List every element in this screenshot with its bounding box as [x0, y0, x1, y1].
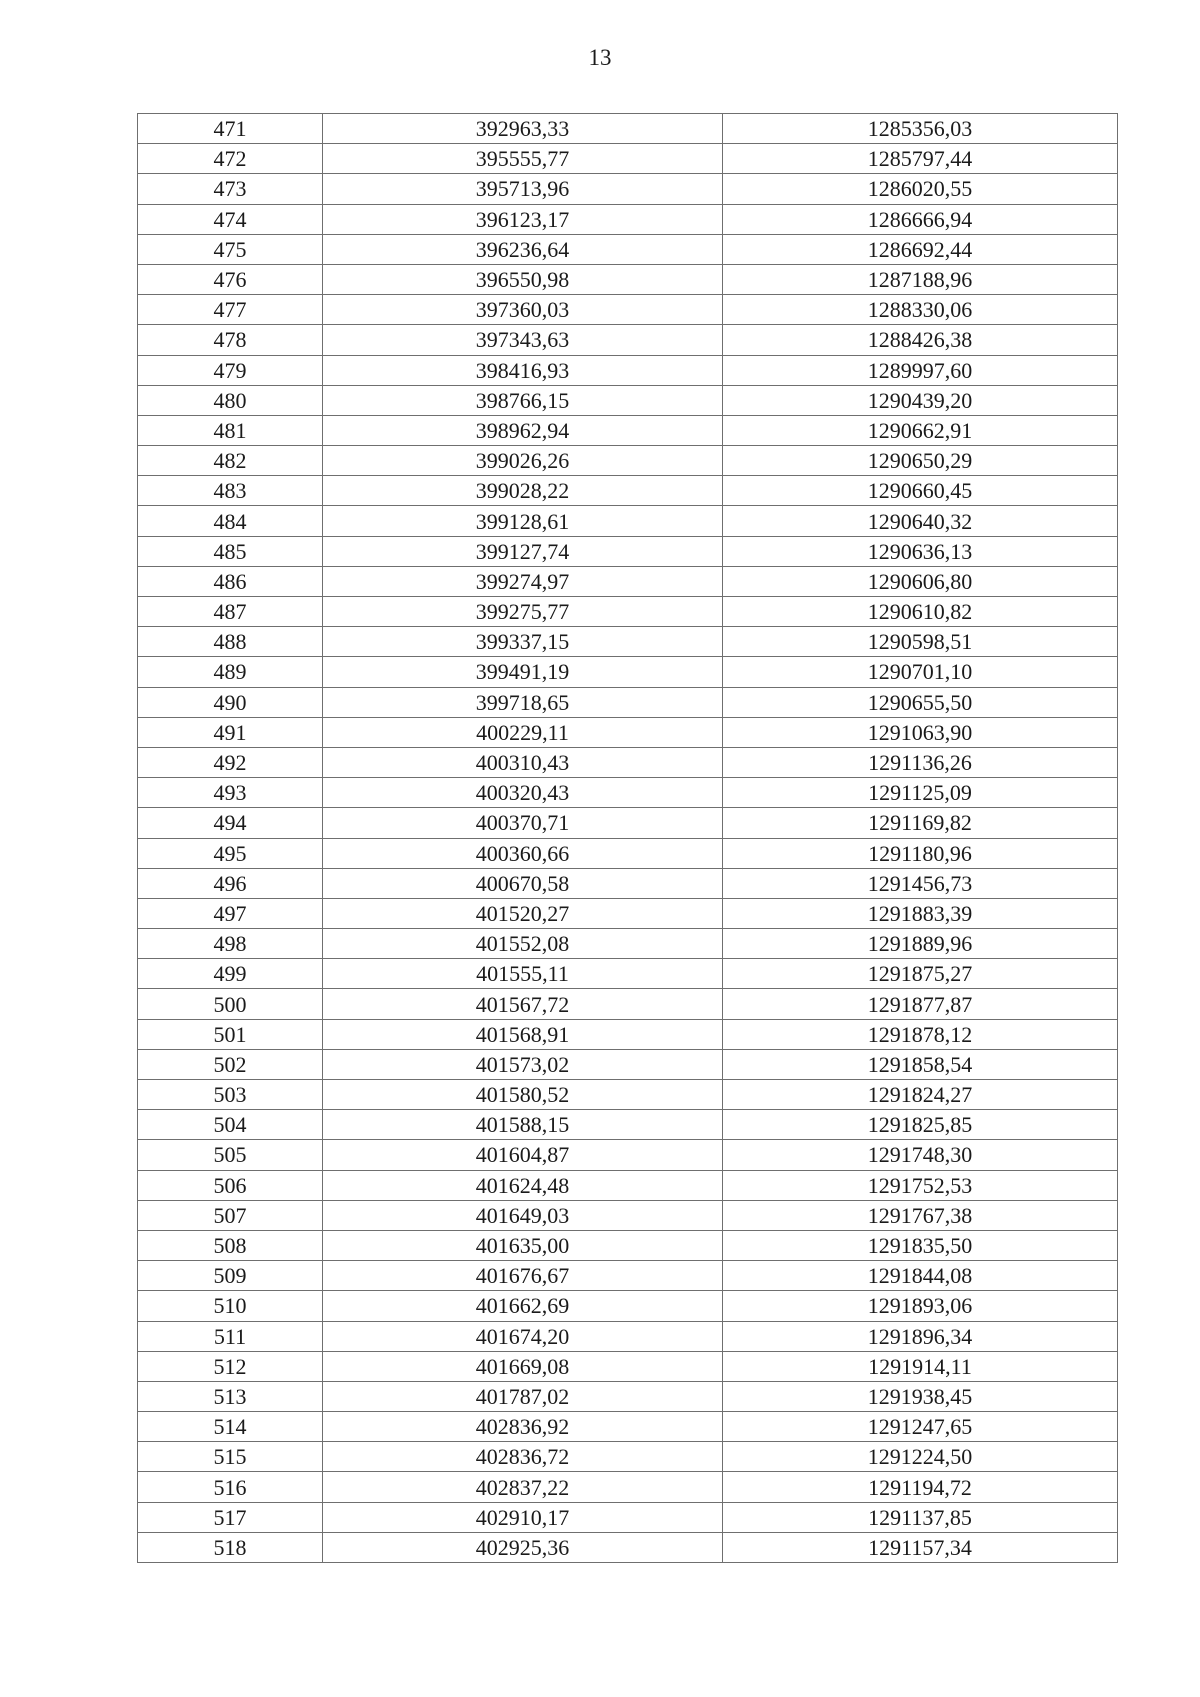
y-coordinate-cell: 1290662,91: [723, 415, 1118, 445]
point-number-cell: 482: [138, 446, 323, 476]
y-coordinate-cell: 1291125,09: [723, 778, 1118, 808]
table-row: [138, 234, 1118, 264]
table-body: [138, 114, 1118, 1563]
y-coordinate-cell: 1291875,27: [723, 959, 1118, 989]
table-row: [138, 808, 1118, 838]
y-coordinate-cell: 1290610,82: [723, 597, 1118, 627]
table-row: [138, 1261, 1118, 1291]
table-row: [138, 566, 1118, 596]
point-number-cell: 495: [138, 838, 323, 868]
y-coordinate-cell: 1288330,06: [723, 295, 1118, 325]
table-row: [138, 929, 1118, 959]
table-row: [138, 989, 1118, 1019]
table-row: [138, 959, 1118, 989]
x-coordinate-cell: 401604,87: [323, 1140, 723, 1170]
y-coordinate-cell: 1290701,10: [723, 657, 1118, 687]
point-number-cell: 501: [138, 1019, 323, 1049]
table-row: [138, 687, 1118, 717]
table-row: [138, 838, 1118, 868]
point-number-cell: 499: [138, 959, 323, 989]
y-coordinate-cell: 1291194,72: [723, 1472, 1118, 1502]
y-coordinate-cell: 1290606,80: [723, 566, 1118, 596]
point-number-cell: 492: [138, 747, 323, 777]
x-coordinate-cell: 396236,64: [323, 234, 723, 264]
x-coordinate-cell: 401568,91: [323, 1019, 723, 1049]
point-number-cell: 511: [138, 1321, 323, 1351]
point-number-cell: 498: [138, 929, 323, 959]
table-row: [138, 1200, 1118, 1230]
point-number-cell: 471: [138, 114, 323, 144]
y-coordinate-cell: 1286020,55: [723, 174, 1118, 204]
point-number-cell: 518: [138, 1532, 323, 1562]
x-coordinate-cell: 402836,92: [323, 1412, 723, 1442]
table-row: [138, 506, 1118, 536]
x-coordinate-cell: 399491,19: [323, 657, 723, 687]
x-coordinate-cell: 397360,03: [323, 295, 723, 325]
y-coordinate-cell: 1291858,54: [723, 1049, 1118, 1079]
table-row: [138, 1321, 1118, 1351]
table-row: [138, 1170, 1118, 1200]
y-coordinate-cell: 1290655,50: [723, 687, 1118, 717]
y-coordinate-cell: 1291180,96: [723, 838, 1118, 868]
point-number-cell: 507: [138, 1200, 323, 1230]
point-number-cell: 480: [138, 385, 323, 415]
y-coordinate-cell: 1291752,53: [723, 1170, 1118, 1200]
x-coordinate-cell: 395713,96: [323, 174, 723, 204]
x-coordinate-cell: 400310,43: [323, 747, 723, 777]
point-number-cell: 476: [138, 264, 323, 294]
x-coordinate-cell: 399718,65: [323, 687, 723, 717]
y-coordinate-cell: 1291767,38: [723, 1200, 1118, 1230]
x-coordinate-cell: 399128,61: [323, 506, 723, 536]
y-coordinate-cell: 1291878,12: [723, 1019, 1118, 1049]
x-coordinate-cell: 397343,63: [323, 325, 723, 355]
table-row: [138, 1532, 1118, 1562]
point-number-cell: 478: [138, 325, 323, 355]
x-coordinate-cell: 401552,08: [323, 929, 723, 959]
y-coordinate-cell: 1291824,27: [723, 1080, 1118, 1110]
x-coordinate-cell: 400360,66: [323, 838, 723, 868]
table-row: [138, 717, 1118, 747]
coordinates-table: [137, 113, 1118, 1563]
x-coordinate-cell: 401624,48: [323, 1170, 723, 1200]
point-number-cell: 493: [138, 778, 323, 808]
y-coordinate-cell: 1289997,60: [723, 355, 1118, 385]
x-coordinate-cell: 400229,11: [323, 717, 723, 747]
y-coordinate-cell: 1291137,85: [723, 1502, 1118, 1532]
point-number-cell: 489: [138, 657, 323, 687]
point-number-cell: 472: [138, 144, 323, 174]
point-number-cell: 517: [138, 1502, 323, 1532]
point-number-cell: 485: [138, 536, 323, 566]
x-coordinate-cell: 401555,11: [323, 959, 723, 989]
y-coordinate-cell: 1291063,90: [723, 717, 1118, 747]
point-number-cell: 494: [138, 808, 323, 838]
x-coordinate-cell: 399026,26: [323, 446, 723, 476]
x-coordinate-cell: 398962,94: [323, 415, 723, 445]
table-row: [138, 385, 1118, 415]
table-row: [138, 355, 1118, 385]
table-row: [138, 657, 1118, 687]
table-row: [138, 778, 1118, 808]
table-row: [138, 1412, 1118, 1442]
table-row: [138, 204, 1118, 234]
y-coordinate-cell: 1291224,50: [723, 1442, 1118, 1472]
point-number-cell: 509: [138, 1261, 323, 1291]
x-coordinate-cell: 401520,27: [323, 898, 723, 928]
table-row: [138, 114, 1118, 144]
x-coordinate-cell: 396123,17: [323, 204, 723, 234]
point-number-cell: 500: [138, 989, 323, 1019]
table-row: [138, 536, 1118, 566]
y-coordinate-cell: 1286666,94: [723, 204, 1118, 234]
table-row: [138, 174, 1118, 204]
point-number-cell: 510: [138, 1291, 323, 1321]
x-coordinate-cell: 401787,02: [323, 1381, 723, 1411]
y-coordinate-cell: 1291247,65: [723, 1412, 1118, 1442]
x-coordinate-cell: 396550,98: [323, 264, 723, 294]
y-coordinate-cell: 1291889,96: [723, 929, 1118, 959]
table-row: [138, 898, 1118, 928]
table-row: [138, 1472, 1118, 1502]
table-row: [138, 747, 1118, 777]
table-row: [138, 1080, 1118, 1110]
x-coordinate-cell: 401676,67: [323, 1261, 723, 1291]
table-row: [138, 627, 1118, 657]
point-number-cell: 496: [138, 868, 323, 898]
y-coordinate-cell: 1291169,82: [723, 808, 1118, 838]
y-coordinate-cell: 1291825,85: [723, 1110, 1118, 1140]
y-coordinate-cell: 1287188,96: [723, 264, 1118, 294]
y-coordinate-cell: 1290660,45: [723, 476, 1118, 506]
point-number-cell: 513: [138, 1381, 323, 1411]
table-row: [138, 264, 1118, 294]
x-coordinate-cell: 401649,03: [323, 1200, 723, 1230]
x-coordinate-cell: 401669,08: [323, 1351, 723, 1381]
y-coordinate-cell: 1286692,44: [723, 234, 1118, 264]
point-number-cell: 484: [138, 506, 323, 536]
y-coordinate-cell: 1288426,38: [723, 325, 1118, 355]
x-coordinate-cell: 399028,22: [323, 476, 723, 506]
x-coordinate-cell: 395555,77: [323, 144, 723, 174]
point-number-cell: 506: [138, 1170, 323, 1200]
x-coordinate-cell: 401567,72: [323, 989, 723, 1019]
point-number-cell: 515: [138, 1442, 323, 1472]
table-row: [138, 1291, 1118, 1321]
table-row: [138, 295, 1118, 325]
point-number-cell: 503: [138, 1080, 323, 1110]
point-number-cell: 483: [138, 476, 323, 506]
y-coordinate-cell: 1291893,06: [723, 1291, 1118, 1321]
x-coordinate-cell: 398766,15: [323, 385, 723, 415]
y-coordinate-cell: 1291914,11: [723, 1351, 1118, 1381]
point-number-cell: 497: [138, 898, 323, 928]
point-number-cell: 512: [138, 1351, 323, 1381]
point-number-cell: 487: [138, 597, 323, 627]
y-coordinate-cell: 1291844,08: [723, 1261, 1118, 1291]
y-coordinate-cell: 1285797,44: [723, 144, 1118, 174]
table-row: [138, 597, 1118, 627]
table-row: [138, 415, 1118, 445]
x-coordinate-cell: 402836,72: [323, 1442, 723, 1472]
x-coordinate-cell: 400670,58: [323, 868, 723, 898]
point-number-cell: 504: [138, 1110, 323, 1140]
y-coordinate-cell: 1291748,30: [723, 1140, 1118, 1170]
table-row: [138, 1140, 1118, 1170]
x-coordinate-cell: 398416,93: [323, 355, 723, 385]
x-coordinate-cell: 400370,71: [323, 808, 723, 838]
y-coordinate-cell: 1291896,34: [723, 1321, 1118, 1351]
x-coordinate-cell: 401635,00: [323, 1230, 723, 1260]
y-coordinate-cell: 1291136,26: [723, 747, 1118, 777]
point-number-cell: 516: [138, 1472, 323, 1502]
table-row: [138, 1351, 1118, 1381]
point-number-cell: 477: [138, 295, 323, 325]
x-coordinate-cell: 401674,20: [323, 1321, 723, 1351]
x-coordinate-cell: 392963,33: [323, 114, 723, 144]
x-coordinate-cell: 402837,22: [323, 1472, 723, 1502]
table-row: [138, 1110, 1118, 1140]
y-coordinate-cell: 1290439,20: [723, 385, 1118, 415]
point-number-cell: 491: [138, 717, 323, 747]
point-number-cell: 488: [138, 627, 323, 657]
table-row: [138, 446, 1118, 476]
point-number-cell: 514: [138, 1412, 323, 1442]
y-coordinate-cell: 1291938,45: [723, 1381, 1118, 1411]
table-row: [138, 1502, 1118, 1532]
x-coordinate-cell: 399127,74: [323, 536, 723, 566]
table-row: [138, 1019, 1118, 1049]
y-coordinate-cell: 1285356,03: [723, 114, 1118, 144]
table-row: [138, 144, 1118, 174]
x-coordinate-cell: 399275,77: [323, 597, 723, 627]
point-number-cell: 502: [138, 1049, 323, 1079]
table-row: [138, 325, 1118, 355]
point-number-cell: 505: [138, 1140, 323, 1170]
point-number-cell: 475: [138, 234, 323, 264]
table-row: [138, 476, 1118, 506]
y-coordinate-cell: 1290640,32: [723, 506, 1118, 536]
y-coordinate-cell: 1290598,51: [723, 627, 1118, 657]
y-coordinate-cell: 1291877,87: [723, 989, 1118, 1019]
x-coordinate-cell: 400320,43: [323, 778, 723, 808]
y-coordinate-cell: 1291456,73: [723, 868, 1118, 898]
x-coordinate-cell: 402910,17: [323, 1502, 723, 1532]
x-coordinate-cell: 401662,69: [323, 1291, 723, 1321]
point-number-cell: 508: [138, 1230, 323, 1260]
table-row: [138, 1381, 1118, 1411]
table-row: [138, 1442, 1118, 1472]
y-coordinate-cell: 1291883,39: [723, 898, 1118, 928]
y-coordinate-cell: 1290650,29: [723, 446, 1118, 476]
x-coordinate-cell: 401580,52: [323, 1080, 723, 1110]
x-coordinate-cell: 401573,02: [323, 1049, 723, 1079]
y-coordinate-cell: 1291835,50: [723, 1230, 1118, 1260]
x-coordinate-cell: 401588,15: [323, 1110, 723, 1140]
point-number-cell: 481: [138, 415, 323, 445]
table-row: [138, 1230, 1118, 1260]
point-number-cell: 490: [138, 687, 323, 717]
x-coordinate-cell: 399337,15: [323, 627, 723, 657]
table-row: [138, 1049, 1118, 1079]
point-number-cell: 486: [138, 566, 323, 596]
x-coordinate-cell: 402925,36: [323, 1532, 723, 1562]
point-number-cell: 479: [138, 355, 323, 385]
y-coordinate-cell: 1290636,13: [723, 536, 1118, 566]
table-row: [138, 868, 1118, 898]
x-coordinate-cell: 399274,97: [323, 566, 723, 596]
y-coordinate-cell: 1291157,34: [723, 1532, 1118, 1562]
point-number-cell: 474: [138, 204, 323, 234]
page-number: 13: [588, 45, 612, 70]
point-number-cell: 473: [138, 174, 323, 204]
